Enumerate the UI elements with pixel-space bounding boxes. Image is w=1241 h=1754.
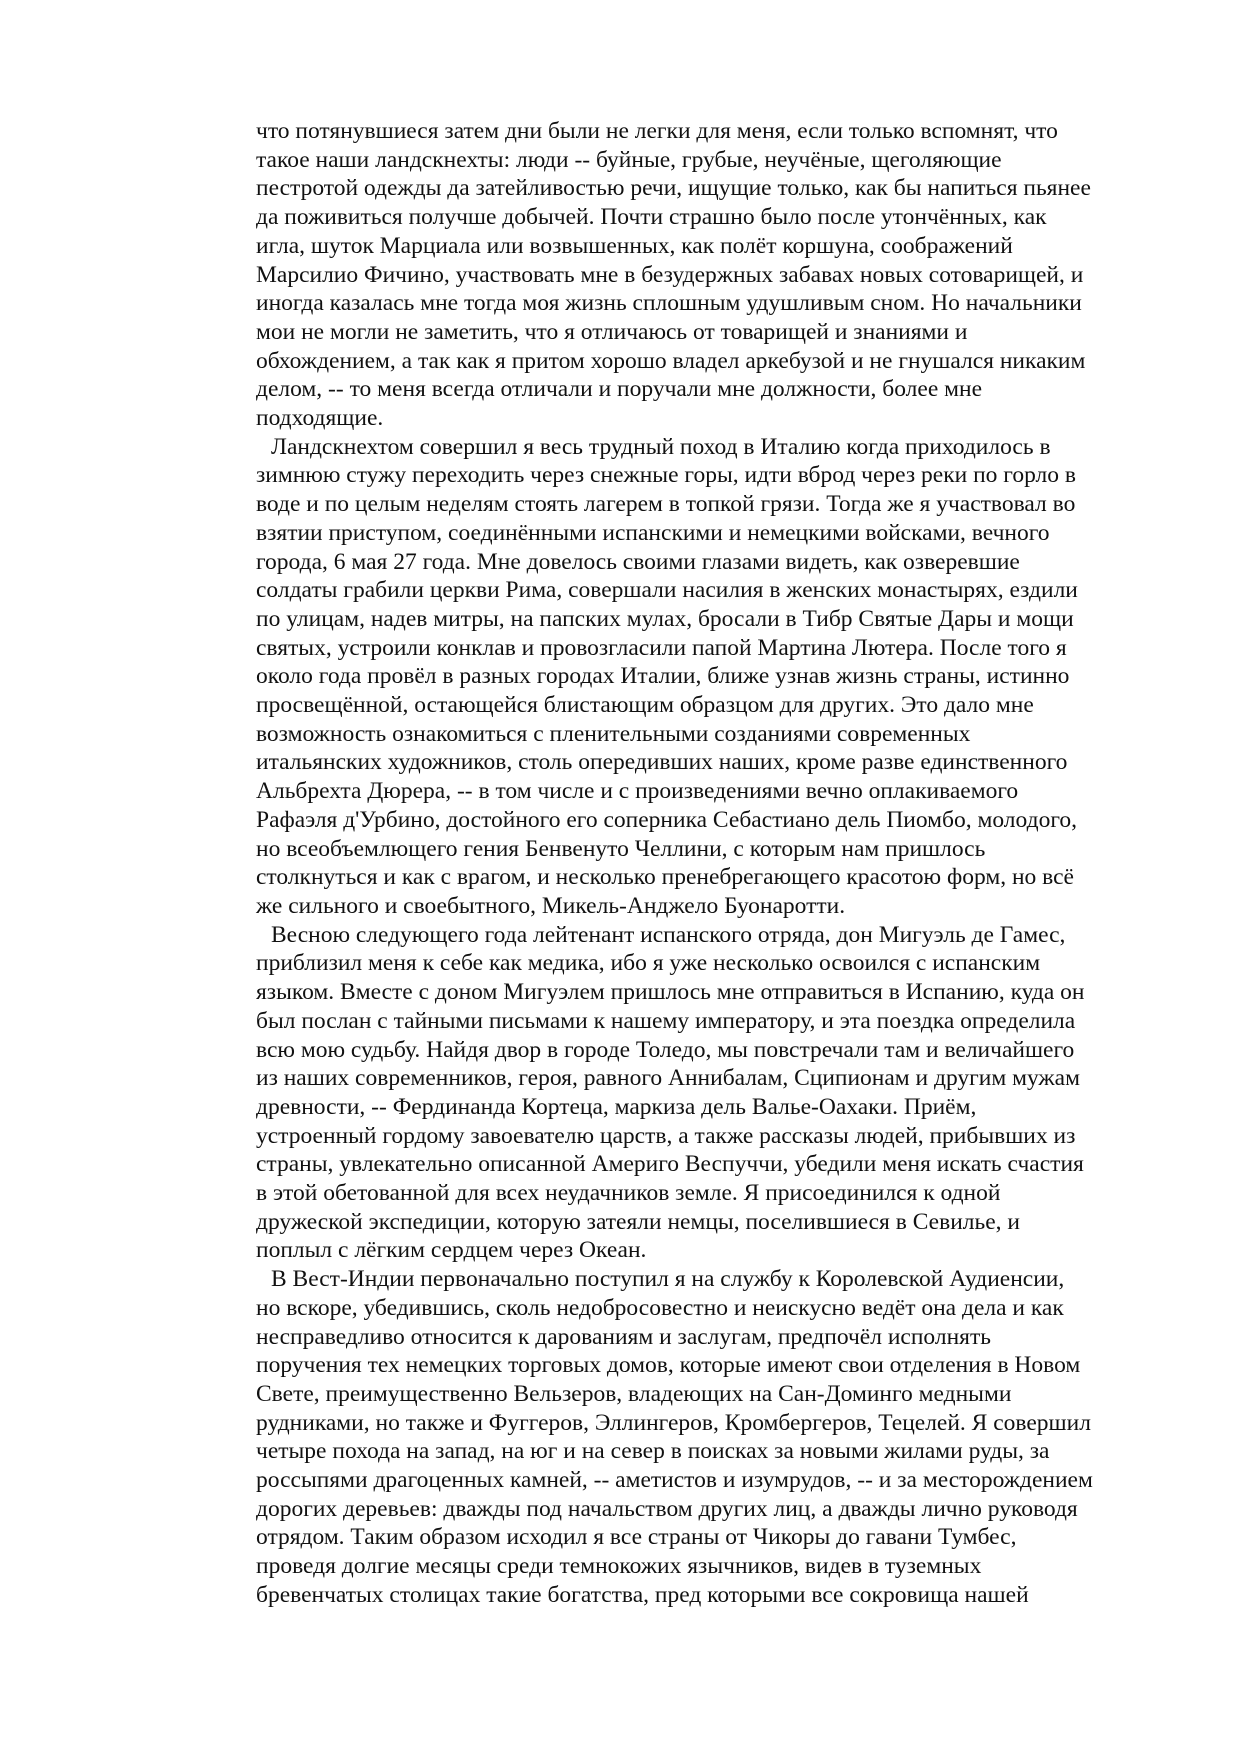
text-line: иногда казалась мне тогда моя жизнь сплошным удушливым сном. Но начальники: [256, 290, 1082, 317]
text-line: поручения тех немецких торговых домов, которые имеют свои отделения в Новом: [256, 1352, 1081, 1379]
text-line: же сильного и своебытного, Микель-Анджело Буонаротти.: [256, 892, 846, 919]
text-line: приблизил меня к себе как медика, ибо я уже несколько освоился с испанским: [256, 950, 1041, 977]
text-line: был послан с тайными письмами к нашему императору, и эта поездка определила: [256, 1007, 1076, 1034]
text-line: дружеской экспедиции, которую затеяли немцы, поселившиеся в Севилье, и: [256, 1208, 1020, 1235]
text-line: воде и по целым неделям стоять лагерем в топкой грязи. Тогда же я участвовал во: [256, 491, 1076, 518]
body-text: [256, 117, 1166, 1610]
text-line: Ландскнехтом совершил я весь трудный поход в Италию когда приходилось в: [271, 433, 1051, 460]
text-line: Рафаэля д'Урбино, достойного его соперника Себастиано дель Пиомбо, молодого,: [256, 806, 1077, 833]
text-line: россыпями драгоценных камней, -- аметистов и изумрудов, -- и за месторождением: [256, 1467, 1093, 1494]
text-line: всю мою судьбу. Найдя двор в городе Толедо, мы повстречали там и величайшего: [256, 1036, 1075, 1063]
text-line: города, 6 мая 27 года. Мне довелось своими глазами видеть, как озверевшие: [256, 548, 1020, 575]
text-line: в этой обетованной для всех неудачников земле. Я присоединился к одной: [256, 1180, 1001, 1207]
text-line: проведя долгие месяцы среди темнокожих язычников, видев в туземных: [256, 1553, 982, 1580]
text-line: обхождением, а так как я притом хорошо владел аркебузой и не гнушался никаким: [256, 347, 1086, 374]
paragraph: [256, 921, 1166, 1265]
text-line: взятии приступом, соединёнными испанскими и немецкими войсками, вечного: [256, 519, 1050, 546]
text-line: возможность ознакомиться с пленительными созданиями современных: [256, 720, 971, 747]
text-line: итальянских художников, столь опередивших наших, кроме разве единственного: [256, 749, 1068, 776]
text-line: Марсилио Фичино, участвовать мне в безудержных забавах новых сотоварищей, и: [256, 261, 1084, 288]
text-line: страны, увлекательно описанной Америго Веспуччи, убедили меня искать счастия: [256, 1151, 1084, 1178]
text-line: поплыл с лёгким сердцем через Океан.: [256, 1237, 647, 1264]
text-line: но вскоре, убедившись, сколь недобросовестно и неискусно ведёт она дела и как: [256, 1294, 1064, 1321]
text-line: из наших современников, героя, равного Аннибалам, Сципионам и другим мужам: [256, 1065, 1080, 1092]
text-line: Альбрехта Дюрера, -- в том числе и с произведениями вечно оплакиваемого: [256, 778, 1019, 805]
paragraph: [256, 1265, 1166, 1609]
paragraph: [256, 117, 1166, 433]
text-line: столкнуться и как с врагом, и несколько пренебрегающего красотою форм, но всё: [256, 864, 1074, 891]
text-line: бревенчатых столицах такие богатства, пред которыми все сокровища нашей: [256, 1581, 1029, 1608]
text-line: что потянувшиеся затем дни были не легки для меня, если только вспомнят, что: [256, 118, 1058, 144]
text-line: такое наши ландскнехты: люди -- буйные, грубые, неучёные, щеголяющие: [256, 146, 1002, 173]
text-line: устроенный гордому завоевателю царств, а также рассказы людей, прибывших из: [256, 1122, 1076, 1149]
text-line: отрядом. Таким образом исходил я все страны от Чикоры до гавани Тумбес,: [256, 1524, 1017, 1551]
text-line: да поживиться получше добычей. Почти страшно было после утончённых, как: [256, 204, 1047, 231]
text-line: просвещённой, остающейся блистающим образцом для других. Это дало мне: [256, 692, 1034, 719]
text-line: но всеобъемлющего гения Бенвенуто Челлини, с которым нам пришлось: [256, 835, 986, 862]
text-line: подходящие.: [256, 405, 384, 432]
text-line: около года провёл в разных городах Италии, ближе узнав жизнь страны, истинно: [256, 663, 1070, 690]
paragraph: [256, 433, 1166, 921]
text-line: Весною следующего года лейтенант испанского отряда, дон Мигуэль де Гамес,: [271, 921, 1066, 948]
text-line: четыре похода на запад, на юг и на север в поисках за новыми жилами руды, за: [256, 1438, 1050, 1465]
text-line: пестротой одежды да затейливостью речи, ищущие только, как бы напиться пьянее: [256, 175, 1091, 202]
text-line: несправедливо относится к дарованиям и заслугам, предпочёл исполнять: [256, 1323, 991, 1350]
text-line: делом, -- то меня всегда отличали и поручали мне должности, более мне: [256, 376, 982, 403]
text-line: языком. Вместе с доном Мигуэлем пришлось мне отправиться в Испанию, куда он: [256, 979, 1085, 1006]
text-line: мои не могли не заметить, что я отличаюсь от товарищей и знаниями и: [256, 318, 968, 345]
text-line: дорогих деревьев: дважды под начальством других лиц, а дважды лично руководя: [256, 1495, 1078, 1522]
text-line: святых, устроили конклав и провозгласили папой Мартина Лютера. После того я: [256, 634, 1067, 661]
text-line: В Вест-Индии первоначально поступил я на службу к Королевской Аудиенсии,: [271, 1266, 1065, 1293]
text-line: древности, -- Фердинанда Кортеца, маркиза дель Валье-Оахаки. Приём,: [256, 1093, 977, 1120]
text-line: по улицам, надев митры, на папских мулах, бросали в Тибр Святые Дары и мощи: [256, 605, 1074, 632]
text-line: Свете, преимущественно Вельзеров, владеющих на Сан-Доминго медными: [256, 1380, 1012, 1407]
text-line: солдаты грабили церкви Рима, совершали насилия в женских монастырях, ездили: [256, 577, 1078, 604]
text-line: игла, шуток Марциала или возвышенных, как полёт коршуна, соображений: [256, 232, 1013, 259]
text-line: зимнюю стужу переходить через снежные горы, идти вброд через реки по горло в: [256, 462, 1076, 489]
text-line: рудниками, но также и Фуггеров, Эллингеров, Кромбергеров, Тецелей. Я совершил: [256, 1409, 1091, 1436]
